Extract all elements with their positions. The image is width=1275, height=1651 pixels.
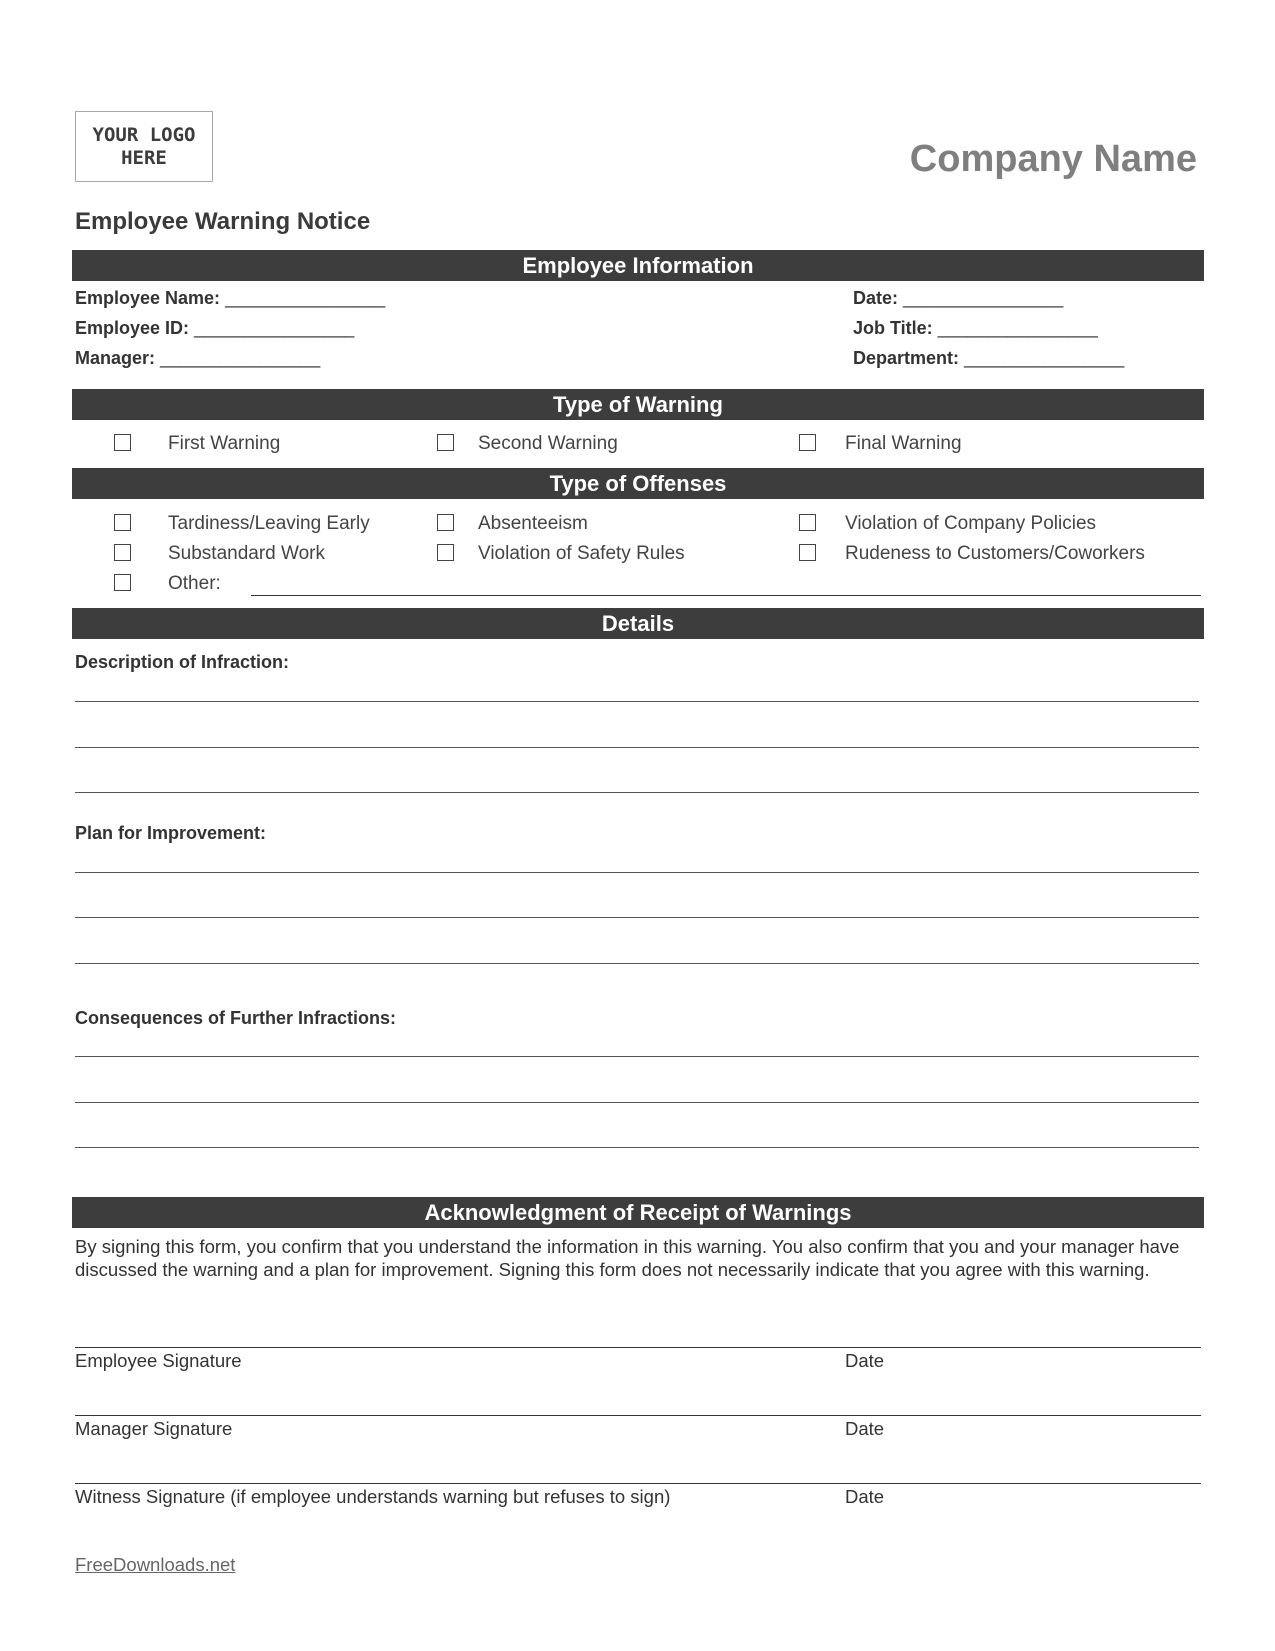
- employee-signature-label: Employee Signature: [75, 1350, 242, 1371]
- date-label: Date:: [853, 288, 899, 308]
- job-title-blank[interactable]: ________________: [937, 318, 1098, 338]
- employee-id-field[interactable]: [75, 318, 354, 339]
- department-blank[interactable]: ________________: [964, 348, 1125, 368]
- section-header-warning-type: Type of Warning: [72, 389, 1204, 420]
- substandard-work-checkbox[interactable]: [114, 544, 131, 561]
- manager-signature-line[interactable]: [75, 1415, 1201, 1416]
- final-warning-label: Final Warning: [845, 433, 962, 454]
- logo-line-1: YOUR LOGO: [92, 123, 196, 146]
- manager-field[interactable]: [75, 348, 320, 369]
- employee-name-label: Employee Name:: [75, 288, 221, 308]
- absenteeism-label: Absenteeism: [478, 513, 588, 534]
- policy-violation-checkbox[interactable]: [799, 514, 816, 531]
- manager-signature-label: Manager Signature: [75, 1418, 233, 1439]
- description-line-3[interactable]: [75, 792, 1199, 793]
- date-field[interactable]: [853, 288, 1063, 309]
- acknowledgment-text: By signing this form, you confirm that you understand the information in this warning. You also confirm that you and your manager have discussed the warning and a plan for improvement. Signing this form does not necessarily indicate that you agree with this warning.: [75, 1236, 1180, 1280]
- manager-blank[interactable]: ________________: [160, 348, 321, 368]
- job-title-label: Job Title:: [853, 318, 933, 338]
- employee-name-blank[interactable]: ________________: [225, 288, 386, 308]
- footer-link[interactable]: FreeDownloads.net: [75, 1554, 236, 1575]
- substandard-work-label: Substandard Work: [168, 543, 326, 564]
- description-line-1[interactable]: [75, 701, 1199, 702]
- tardiness-label: Tardiness/Leaving Early: [168, 513, 370, 534]
- final-warning-checkbox[interactable]: [799, 434, 816, 451]
- job-title-field[interactable]: [853, 318, 1098, 339]
- consequences-line-2[interactable]: [75, 1102, 1199, 1103]
- date-blank[interactable]: ________________: [903, 288, 1064, 308]
- employee-id-blank[interactable]: ________________: [194, 318, 355, 338]
- logo-placeholder: [75, 111, 213, 182]
- consequences-line-3[interactable]: [75, 1147, 1199, 1148]
- other-offense-checkbox[interactable]: [114, 574, 131, 591]
- consequences-line-1[interactable]: [75, 1056, 1199, 1057]
- improvement-line-2[interactable]: [75, 917, 1199, 918]
- employee-id-label: Employee ID:: [75, 318, 190, 338]
- witness-signature-label: Witness Signature (if employee understands warning but refuses to sign): [75, 1486, 671, 1507]
- consequences-label: Consequences of Further Infractions:: [75, 1008, 397, 1028]
- description-line-2[interactable]: [75, 747, 1199, 748]
- witness-signature-line[interactable]: [75, 1483, 1201, 1484]
- safety-violation-checkbox[interactable]: [437, 544, 454, 561]
- tardiness-checkbox[interactable]: [114, 514, 131, 531]
- section-header-acknowledgment: Acknowledgment of Receipt of Warnings: [72, 1197, 1204, 1228]
- other-offense-input-line[interactable]: [251, 595, 1201, 596]
- second-warning-label: Second Warning: [478, 433, 618, 454]
- improvement-line-3[interactable]: [75, 963, 1199, 964]
- section-header-employee-info: Employee Information: [72, 250, 1204, 281]
- first-warning-checkbox[interactable]: [114, 434, 131, 451]
- other-offense-label: Other:: [168, 573, 221, 594]
- section-header-details: Details: [72, 608, 1204, 639]
- safety-violation-label: Violation of Safety Rules: [478, 543, 685, 564]
- employee-signature-line[interactable]: [75, 1347, 1201, 1348]
- department-field[interactable]: [853, 348, 1124, 369]
- description-label: Description of Infraction:: [75, 652, 290, 672]
- improvement-line-1[interactable]: [75, 872, 1199, 873]
- first-warning-label: First Warning: [168, 433, 281, 454]
- logo-line-2: HERE: [121, 146, 167, 169]
- manager-signature-date-label: Date: [845, 1418, 885, 1439]
- department-label: Department:: [853, 348, 960, 368]
- employee-name-field[interactable]: [75, 288, 385, 309]
- rudeness-label: Rudeness to Customers/Coworkers: [845, 543, 1145, 564]
- company-name: Company Name: [909, 138, 1197, 180]
- policy-violation-label: Violation of Company Policies: [845, 513, 1097, 534]
- section-header-offense-type: Type of Offenses: [72, 468, 1204, 499]
- second-warning-checkbox[interactable]: [437, 434, 454, 451]
- absenteeism-checkbox[interactable]: [437, 514, 454, 531]
- employee-signature-date-label: Date: [845, 1350, 885, 1371]
- document-title: Employee Warning Notice: [75, 208, 371, 235]
- witness-signature-date-label: Date: [845, 1486, 885, 1507]
- improvement-label: Plan for Improvement:: [75, 823, 267, 843]
- manager-label: Manager:: [75, 348, 156, 368]
- rudeness-checkbox[interactable]: [799, 544, 816, 561]
